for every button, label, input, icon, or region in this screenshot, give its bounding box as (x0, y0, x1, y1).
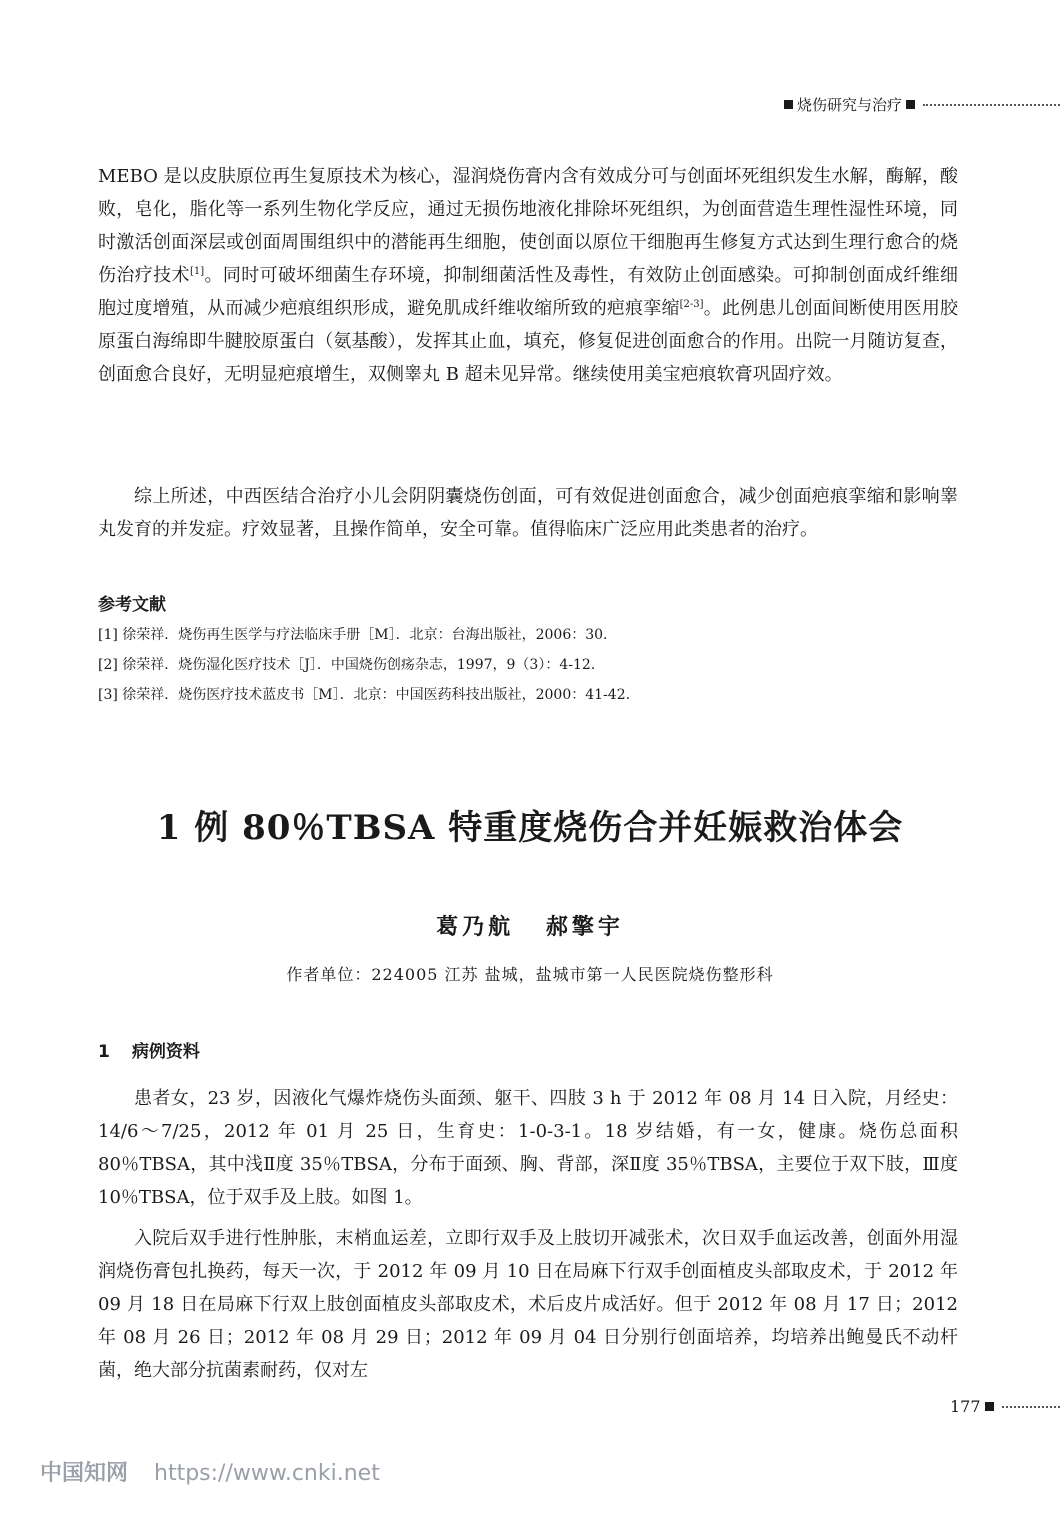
section-title: 病例资料 (131, 1042, 200, 1062)
case-paragraph-1: 患者女，23 岁，因液化气爆炸烧伤头面颈、躯干、四肢 3 h 于 2012 年 08 月 14 日入院，月经史：14/6～7/25，2012 年 01 月 25 日，生育史：1-0-3-1。18 岁结婚，有一女，健康。烧伤总面积 80％TBSA，其中浅Ⅱ度 35％TBSA，分布于面颈、胸、背部，深Ⅱ度 35％TBSA，主要位于双下肢，Ⅲ度 10％TBSA，位于双手及上肢。如图 1。 (98, 1088, 958, 1208)
references-heading: 参考文献 (98, 595, 166, 615)
body-paragraph-2: 综上所述，中西医结合治疗小儿会阴阴囊烧伤创面，可有效促进创面愈合，减少创面疤痕挛缩和影响睾丸发育的并发症。疗效显著，且操作简单，安全可靠。值得临床广泛应用此类患者的治疗。 (98, 486, 958, 540)
square-bullet-icon (985, 1402, 994, 1411)
footer-dotted-rule (1002, 1406, 1060, 1408)
body-paragraph-1: MEBO 是以皮肤原位再生复原技术为核心，湿润烧伤膏内含有效成分可与创面坏死组织发生水解，酶解，酸败，皂化，脂化等一系列生物化学反应，通过无损伤地液化排除坏死组织，为创面营造生理性湿性环境，同时激活创面深层或创面周围组织中的潜能再生细胞，使创面以原位干细胞再生修复方式达到生理行愈合的烧伤治疗技术[1]。同时可破坏细菌生存环境，抑制细菌活性及毒性，有效防止创面感染。可抑制创面成纤维细胞过度增殖，从而减少疤痕组织形成，避免肌成纤维收缩所致的疤痕挛缩[2-3]。此例患儿创面间断使用医用胶原蛋白海绵即牛腱胶原蛋白（氨基酸），发挥其止血，填充，修复促进创面愈合的作用。出院一月随访复查，创面愈合良好，无明显疤痕增生，双侧睾丸 B 超未见异常。继续使用美宝疤痕软膏巩固疗效。 (98, 166, 959, 385)
article-title: 1 例 80％TBSA 特重度烧伤合并妊娠救治体会 (156, 808, 904, 848)
citation-2-3: [2-3] (679, 299, 704, 310)
reference-item: [3] 徐荣祥．烧伤医疗技术蓝皮书［M］．北京：中国医药科技出版社，2000：41-42. (98, 687, 631, 703)
page-number: 177 (950, 1396, 981, 1416)
reference-item: [1] 徐荣祥．烧伤再生医学与疗法临床手册［M］．北京：台海出版社，2006：30. (98, 627, 608, 643)
page-footer (950, 1394, 1060, 1418)
reference-item: [2] 徐荣祥．烧伤湿化医疗技术［J］．中国烧伤创疡杂志，1997，9（3）：4-12. (98, 657, 596, 673)
article-authors: 葛乃航 郝擎宇 (436, 914, 624, 940)
section-number: 1 (98, 1042, 110, 1062)
citation-1: [1] (189, 266, 205, 277)
cnki-logo: 中国知网 (40, 1461, 129, 1486)
cnki-url: https://www.cnki.net (154, 1461, 380, 1486)
cnki-watermark (40, 1456, 380, 1487)
references-list (98, 620, 958, 710)
header-dotted-rule (923, 104, 1060, 106)
section-heading (98, 1037, 200, 1062)
article-affiliation: 作者单位：224005 江苏 盐城，盐城市第一人民医院烧伤整形科 (286, 965, 774, 984)
running-header (780, 92, 1060, 116)
square-bullet-icon (784, 100, 793, 109)
case-paragraph-2: 入院后双手进行性肿胀，末梢血运差，立即行双手及上肢切开减张术，次日双手血运改善，创面外用湿润烧伤膏包扎换药，每天一次，于 2012 年 09 月 10 日在局麻下行双手创面植皮头部取皮术，于 2012 年 09 月 18 日在局麻下行双上肢创面植皮头部取皮术，术后皮片成活好。但于 2012 年 08 月 17 日；2012 年 08 月 26 日；2012 年 08 月 29 日；2012 年 09 月 04 日分别行创面培养，均培养出鲍曼氏不动杆菌，绝大部分抗菌素耐药，仅对左 (98, 1228, 958, 1381)
header-section-title: 烧伤研究与治疗 (797, 95, 903, 114)
square-bullet-icon (906, 100, 915, 109)
